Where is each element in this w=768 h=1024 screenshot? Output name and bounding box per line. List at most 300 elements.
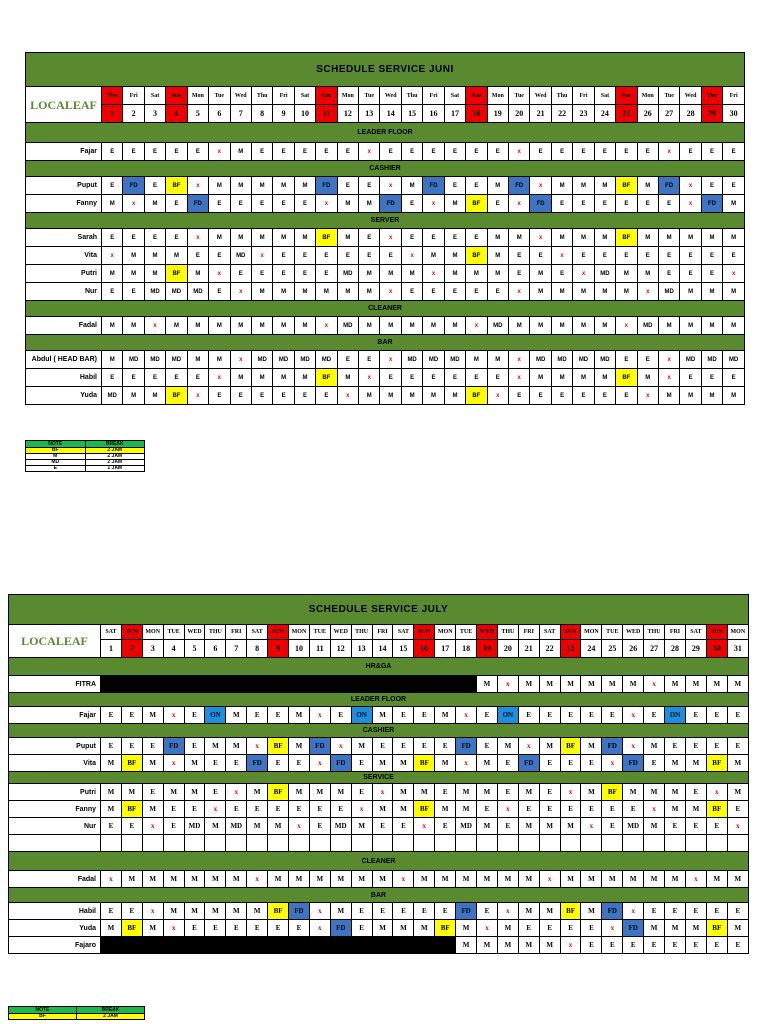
shift-cell: E [294,247,315,265]
shift-cell: M [518,937,539,954]
shift-cell: E [560,755,581,772]
shift-cell: E [497,784,518,801]
shift-cell: E [423,229,444,247]
day-name-6: Tue [209,87,230,105]
shift-cell: M [497,871,518,888]
day-name-20: Tue [509,87,530,105]
shift-cell: x [230,351,251,369]
date-29: 29 [701,105,722,123]
shift-cell: M [560,818,581,835]
shift-cell: M [539,903,560,920]
shift-cell: M [414,871,435,888]
date-28: 28 [680,105,701,123]
shift-cell: E [466,283,487,301]
shift-cell: E [393,738,414,755]
shift-cell: x [187,177,208,195]
date-2: 2 [123,105,144,123]
shift-cell: M [273,177,294,195]
shift-cell: M [435,755,456,772]
staff-name: Yuda [26,387,102,405]
break-header: BREAK [85,441,145,448]
shift-cell: M [144,247,165,265]
shift-cell: E [123,369,144,387]
shift-cell: E [530,387,551,405]
shift-cell: E [539,707,560,724]
shift-cell: M [701,283,722,301]
shift-cell: M [372,920,393,937]
shift-cell: x [497,676,518,693]
section-header: HR&GA [9,658,749,676]
shift-cell: E [680,247,701,265]
shift-cell: M [581,871,602,888]
shift-cell: M [359,387,380,405]
shift-cell: x [209,143,230,161]
shift-cell: E [723,143,745,161]
section-header: CLEANER [26,301,745,317]
shift-cell: M [573,229,594,247]
shift-cell: x [456,707,477,724]
shift-cell: M [351,738,372,755]
shift-cell: E [444,283,465,301]
date-23: 23 [573,105,594,123]
note-code: MD [26,460,86,466]
section-header: CASHIER [26,161,745,177]
day-name-12: Mon [337,87,358,105]
shift-cell: M [477,937,498,954]
shift-cell: E [685,707,706,724]
shift-cell: E [477,738,498,755]
shift-cell: M [581,903,602,920]
shift-cell: M [509,317,530,335]
shift-cell: M [247,818,268,835]
shift-cell: M [101,755,122,772]
shift-cell: E [268,707,289,724]
shift-cell: x [706,784,727,801]
shift-cell: M [616,265,637,283]
shift-cell: M [123,317,144,335]
shift-cell: M [518,818,539,835]
shift-cell: M [144,387,165,405]
shift-cell: E [273,387,294,405]
shift-cell: E [723,247,745,265]
date-8: 8 [251,105,272,123]
shift-cell: x [477,920,498,937]
shift-cell: x [359,369,380,387]
shift-cell: FD [456,903,477,920]
shift-cell: E [423,283,444,301]
note-break: 2 JAM [85,460,145,466]
date-4: 4 [166,105,187,123]
shift-cell: M [444,387,465,405]
shift-cell: E [466,177,487,195]
shift-cell: E [658,265,679,283]
date-4: 4 [163,640,184,658]
shift-cell: E [166,143,187,161]
shift-cell: M [727,784,748,801]
shift-cell: x [205,801,226,818]
shift-cell [247,835,268,852]
shift-cell: E [637,247,658,265]
shift-cell: E [602,707,623,724]
shift-cell: E [351,755,372,772]
shift-cell: BF [414,801,435,818]
shift-cell: E [581,801,602,818]
shift-cell [289,835,310,852]
day-name-8: SAT [247,625,268,640]
staff-name: Abdul ( HEAD BAR) [26,351,102,369]
shift-cell: E [477,801,498,818]
shift-cell: E [685,738,706,755]
date-30: 30 [723,105,745,123]
shift-cell: E [477,903,498,920]
shift-cell: M [372,801,393,818]
staff-name: Nur [26,283,102,301]
shift-cell: E [393,903,414,920]
shift-cell: x [101,871,122,888]
shift-cell: E [487,195,508,213]
staff-name: Fadal [9,871,101,888]
shift-cell: E [435,738,456,755]
shift-cell: E [209,247,230,265]
date-27: 27 [644,640,665,658]
shift-cell: x [163,707,184,724]
shift-cell: MD [530,351,551,369]
shift-cell: E [551,143,572,161]
shift-cell: MD [184,818,205,835]
shift-cell: x [680,177,701,195]
shift-cell: M [102,351,123,369]
shift-cell: M [444,265,465,283]
shift-cell: M [602,676,623,693]
shift-cell: x [573,265,594,283]
shift-cell: E [435,903,456,920]
schedule-row [9,818,749,835]
day-name-26: WED [623,625,644,640]
shift-cell: x [123,195,144,213]
section-header: CASHIER [9,724,749,738]
day-name-7: FRI [226,625,247,640]
date-25: 25 [602,640,623,658]
shift-cell: M [456,937,477,954]
shift-cell: M [637,177,658,195]
shift-cell: M [685,755,706,772]
day-name-12: WED [330,625,351,640]
shift-cell: M [637,369,658,387]
day-name-28: Wed [680,87,701,105]
shift-cell: M [594,229,615,247]
shift-cell: x [658,369,679,387]
shift-cell: M [380,387,401,405]
schedule-row [9,676,749,693]
shift-cell [268,835,289,852]
shift-cell: E [123,229,144,247]
shift-cell: E [616,143,637,161]
shift-cell: M [444,195,465,213]
shift-cell: M [665,920,686,937]
shift-cell: M [623,871,644,888]
shift-cell: E [184,707,205,724]
shift-cell: M [665,801,686,818]
shift-cell: x [359,143,380,161]
day-name-1: Thu [102,87,123,105]
shift-cell: MD [294,351,315,369]
shift-cell: E [184,738,205,755]
shift-cell: M [337,283,358,301]
shift-cell: M [142,707,163,724]
shift-cell: E [644,707,665,724]
shift-cell: E [701,369,722,387]
shift-cell: M [477,755,498,772]
date-20: 20 [497,640,518,658]
shift-cell: M [316,283,337,301]
shift-cell: M [209,317,230,335]
shift-cell: M [414,784,435,801]
day-name-19: Mon [487,87,508,105]
shift-cell: M [393,801,414,818]
shift-cell: M [551,283,572,301]
shift-cell: BF [466,247,487,265]
shift-cell: M [359,283,380,301]
shift-cell: x [723,265,745,283]
shift-cell: E [665,937,686,954]
shift-cell: MD [573,351,594,369]
day-name-15: Thu [401,87,422,105]
shift-cell: M [623,676,644,693]
note-legend-june [25,440,145,472]
shift-cell: BF [121,755,142,772]
date-5: 5 [184,640,205,658]
shift-cell: M [573,317,594,335]
day-name-2: Fri [123,87,144,105]
shift-cell: x [187,387,208,405]
shift-cell: E [163,818,184,835]
shift-cell: E [551,387,572,405]
day-name-25: TUE [602,625,623,640]
shift-cell: M [289,738,310,755]
shift-cell: M [123,265,144,283]
shift-cell: M [102,195,123,213]
shift-cell: FD [701,195,722,213]
date-16: 16 [423,105,444,123]
shift-cell: M [665,755,686,772]
day-name-2: SUN [121,625,142,640]
shift-cell: M [581,738,602,755]
date-6: 6 [209,105,230,123]
shift-cell: E [209,283,230,301]
shift-cell [539,835,560,852]
shift-cell: E [658,247,679,265]
shift-cell: M [723,387,745,405]
shift-cell: BF [560,903,581,920]
shift-cell: E [102,229,123,247]
schedule-row [9,835,749,852]
shift-cell: M [658,387,679,405]
shift-cell: M [294,369,315,387]
shift-cell: x [509,369,530,387]
shift-cell: E [121,738,142,755]
day-name-6: THU [205,625,226,640]
shift-cell: E [380,369,401,387]
shift-cell: M [573,283,594,301]
day-name-24: Sat [594,87,615,105]
shift-cell: M [251,229,272,247]
shift-cell: BF [414,755,435,772]
shift-cell: E [706,937,727,954]
shift-cell: FD [509,177,530,195]
shift-cell: x [727,818,748,835]
schedule-row [9,937,749,954]
shift-cell: M [685,920,706,937]
shift-cell: E [372,738,393,755]
shift-cell: E [444,143,465,161]
shift-cell: E [273,265,294,283]
shift-cell: E [539,784,560,801]
shift-cell: E [123,283,144,301]
schedule-title: SCHEDULE SERVICE JULY [9,595,749,625]
date-13: 13 [351,640,372,658]
shift-cell: M [337,195,358,213]
day-name-18: TUE [456,625,477,640]
shift-cell: M [230,229,251,247]
shift-cell: x [539,871,560,888]
shift-cell: E [247,920,268,937]
date-21: 21 [518,640,539,658]
shift-cell: E [414,707,435,724]
shift-cell: M [230,177,251,195]
section-header: LEADER FLOOR [26,123,745,143]
date-27: 27 [658,105,679,123]
shift-cell: E [230,265,251,283]
day-name-1: SAT [101,625,122,640]
shift-cell: FD [187,195,208,213]
shift-cell: FD [316,177,337,195]
shift-cell: M [701,317,722,335]
shift-cell: M [205,738,226,755]
shift-cell: x [380,351,401,369]
shift-cell: M [539,676,560,693]
shift-cell: E [359,177,380,195]
shift-cell: E [551,195,572,213]
shift-cell: E [268,755,289,772]
shift-cell: M [518,784,539,801]
shift-cell: E [616,351,637,369]
shift-cell: E [121,903,142,920]
shift-cell: M [337,369,358,387]
shift-cell: MD [316,351,337,369]
shift-cell: M [727,755,748,772]
shift-cell: M [121,784,142,801]
shift-cell: E [101,738,122,755]
section-header: CLEANER [9,852,749,871]
shift-cell: FD [380,195,401,213]
shift-cell: E [685,818,706,835]
shift-cell: E [247,801,268,818]
shift-cell: x [644,801,665,818]
shift-cell: E [102,283,123,301]
shift-cell: E [560,707,581,724]
shift-cell: E [487,369,508,387]
shift-cell: M [401,317,422,335]
date-12: 12 [330,640,351,658]
shift-cell: M [573,369,594,387]
day-name-28: FRI [665,625,686,640]
shift-cell: M [294,317,315,335]
shift-cell: E [509,265,530,283]
shift-cell: E [680,265,701,283]
shift-cell: E [701,143,722,161]
shift-cell: E [330,801,351,818]
shift-cell: M [444,317,465,335]
shift-cell: M [518,871,539,888]
shift-cell: E [497,755,518,772]
staff-name: Fajar [26,143,102,161]
day-name-5: WED [184,625,205,640]
shift-cell: BF [435,920,456,937]
shift-cell: E [530,247,551,265]
shift-cell: E [337,177,358,195]
date-11: 11 [309,640,330,658]
shift-cell: E [101,818,122,835]
shift-cell: x [637,283,658,301]
shift-cell [163,835,184,852]
note-break: 1 JAM [85,466,145,472]
shift-cell: E [573,195,594,213]
schedule-row [9,903,749,920]
shift-cell [497,835,518,852]
shift-cell: M [581,676,602,693]
shift-cell: M [581,784,602,801]
shift-cell: x [163,755,184,772]
shift-cell: E [187,143,208,161]
shift-cell: M [294,229,315,247]
shift-cell: M [380,317,401,335]
shift-cell: M [616,283,637,301]
shift-cell: FD [123,177,144,195]
shift-cell: M [166,247,187,265]
shift-cell: M [101,801,122,818]
shift-cell: MD [144,351,165,369]
shift-cell: M [251,369,272,387]
shift-cell: E [121,818,142,835]
shift-cell: M [594,283,615,301]
shift-cell: M [530,317,551,335]
blocked-range [101,937,456,954]
day-name-30: Fri [723,87,745,105]
shift-cell: MD [701,351,722,369]
shift-cell: x [509,143,530,161]
shift-cell: M [466,265,487,283]
shift-cell: E [401,229,422,247]
shift-cell: M [530,283,551,301]
shift-cell: ON [351,707,372,724]
shift-cell [456,835,477,852]
staff-name: Vita [26,247,102,265]
note-header: NOTE [9,1007,77,1014]
shift-cell: E [187,369,208,387]
shift-cell [560,835,581,852]
shift-cell: x [316,195,337,213]
shift-cell: x [487,387,508,405]
shift-cell: M [727,920,748,937]
shift-cell: FD [330,920,351,937]
shift-cell: BF [166,177,187,195]
day-name-10: MON [289,625,310,640]
schedule-row [26,229,745,247]
shift-cell: M [273,317,294,335]
shift-cell: E [594,195,615,213]
shift-cell: E [581,920,602,937]
schedule-july-table [8,594,749,954]
